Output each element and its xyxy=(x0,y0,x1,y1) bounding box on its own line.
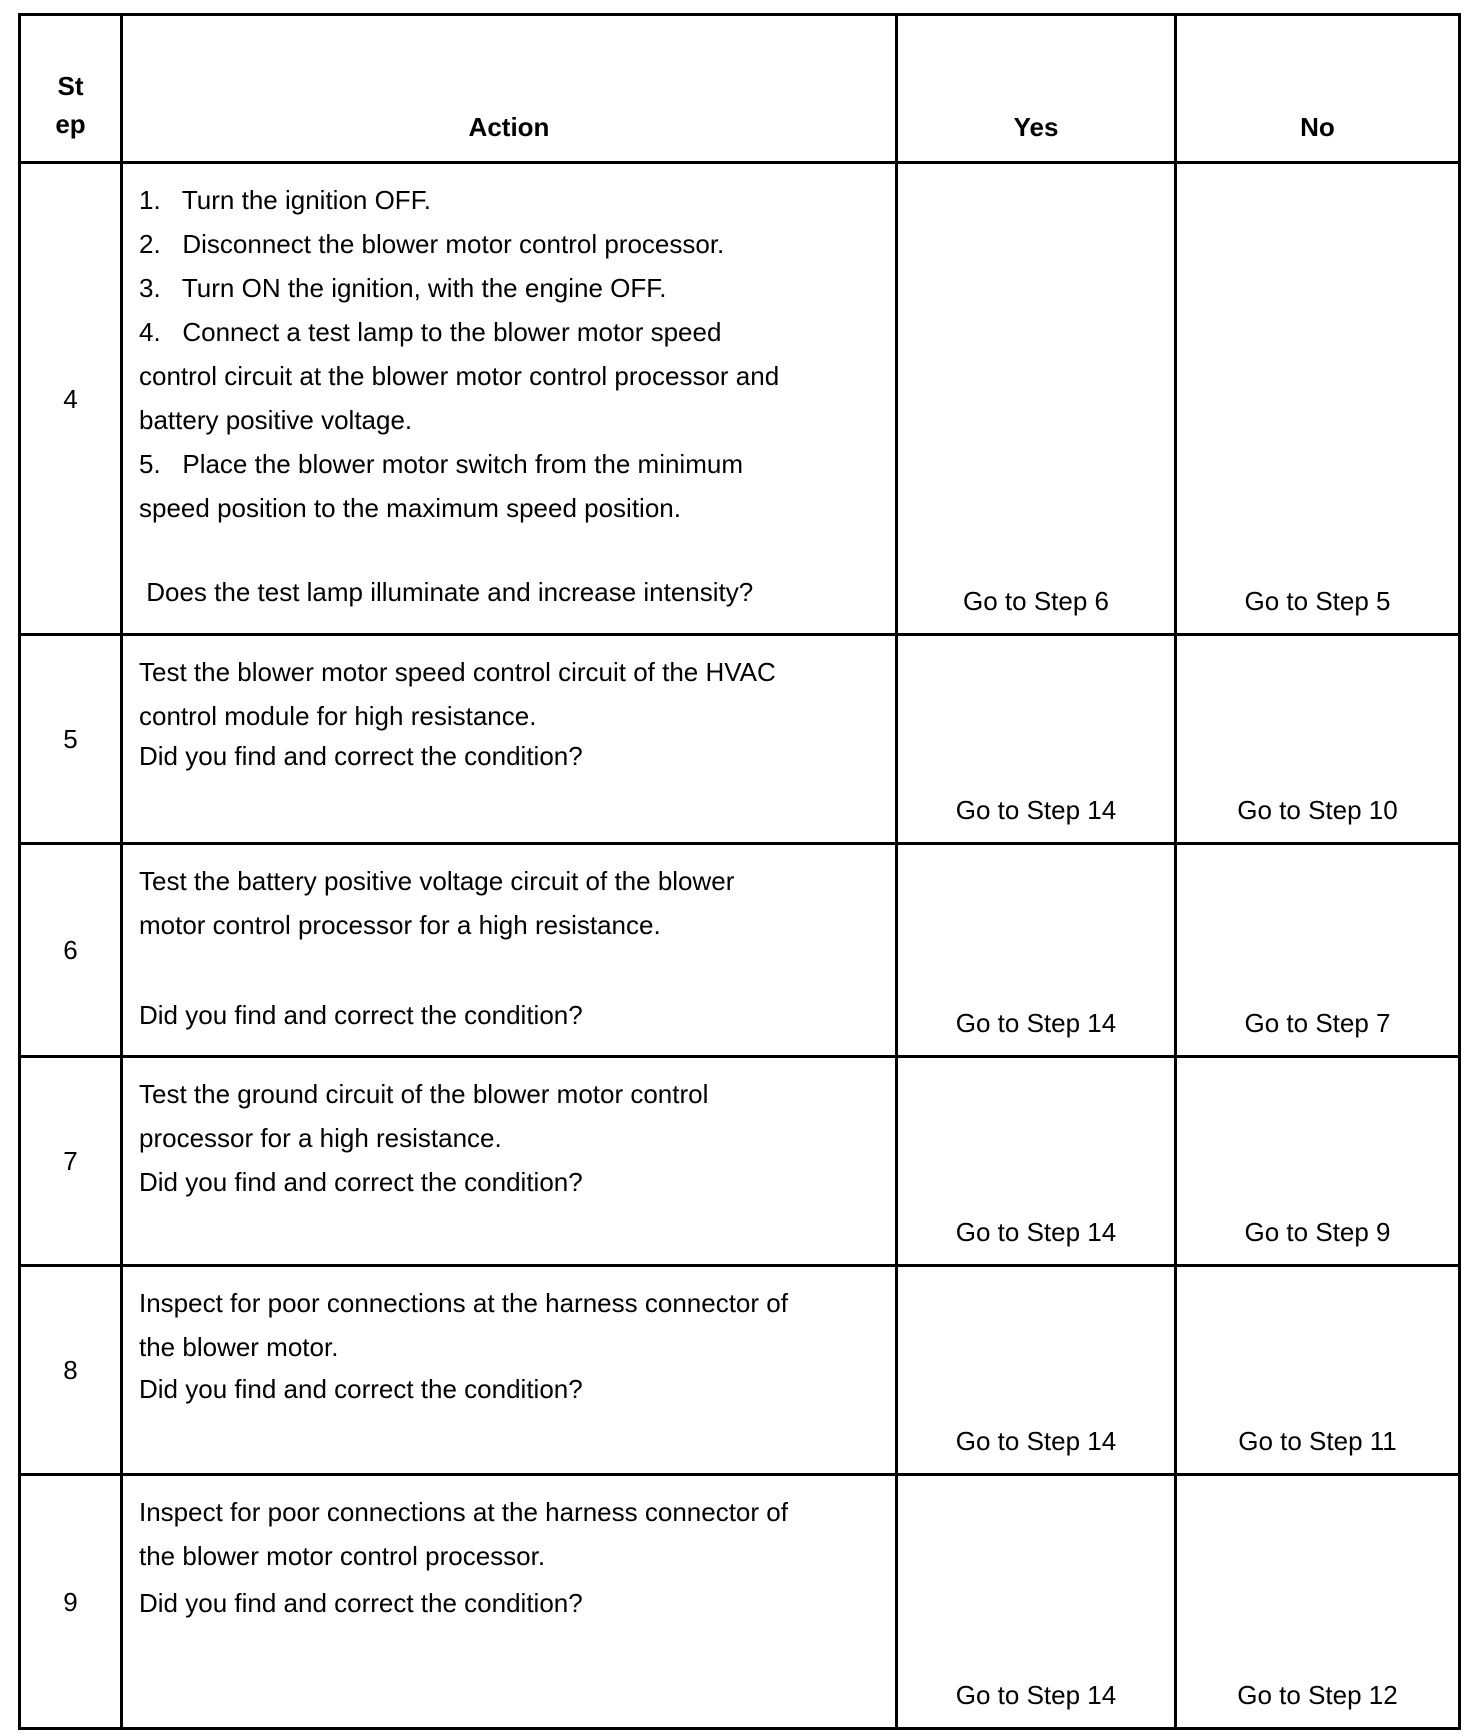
step-number: 7 xyxy=(20,1057,122,1266)
table-row-step-8 xyxy=(20,1266,1460,1475)
action-line: the blower motor. xyxy=(139,1332,339,1362)
yes-cell: Go to Step 14 xyxy=(897,844,1176,1057)
yes-cell: Go to Step 14 xyxy=(897,1266,1176,1475)
action-line: 2. Disconnect the blower motor control processor. xyxy=(139,229,725,259)
no-cell: Go to Step 12 xyxy=(1176,1475,1460,1729)
action-line: 5. Place the blower motor switch from the minimum xyxy=(139,449,743,479)
yes-cell: Go to Step 14 xyxy=(897,1057,1176,1266)
header-step-line-1: St xyxy=(57,71,84,101)
action-question: Does the test lamp illuminate and increase intensity? xyxy=(139,577,754,607)
no-cell: Go to Step 10 xyxy=(1176,635,1460,844)
header-step-line-2: ep xyxy=(55,109,86,139)
action-cell xyxy=(122,163,897,635)
table-row-step-4 xyxy=(20,163,1460,635)
action-line: 3. Turn ON the ignition, with the engine OFF. xyxy=(139,273,667,303)
action-line: Test the battery positive voltage circuit of the blower xyxy=(139,866,735,896)
action-line: the blower motor control processor. xyxy=(139,1541,546,1571)
action-cell xyxy=(122,1266,897,1475)
action-question: Did you find and correct the condition? xyxy=(139,1588,583,1618)
step-number: 5 xyxy=(20,635,122,844)
action-line: battery positive voltage. xyxy=(139,405,413,435)
header-yes: Yes xyxy=(897,15,1176,163)
action-question: Did you find and correct the condition? xyxy=(139,741,583,771)
table-row-step-7 xyxy=(20,1057,1460,1266)
no-cell: Go to Step 11 xyxy=(1176,1266,1460,1475)
header-row xyxy=(20,15,1460,163)
header-no: No xyxy=(1176,15,1460,163)
action-line: motor control processor for a high resistance. xyxy=(139,910,661,940)
header-action: Action xyxy=(122,15,897,163)
table-row-step-9 xyxy=(20,1475,1460,1729)
action-cell xyxy=(122,1057,897,1266)
header-step xyxy=(20,15,122,163)
no-cell: Go to Step 7 xyxy=(1176,844,1460,1057)
diagnostic-table xyxy=(18,13,1461,1730)
action-line: control circuit at the blower motor control processor and xyxy=(139,361,780,391)
action-line: control module for high resistance. xyxy=(139,701,537,731)
no-cell: Go to Step 5 xyxy=(1176,163,1460,635)
step-number: 9 xyxy=(20,1475,122,1729)
action-line: 4. Connect a test lamp to the blower motor speed xyxy=(139,317,722,347)
yes-cell: Go to Step 14 xyxy=(897,635,1176,844)
action-question: Did you find and correct the condition? xyxy=(139,1167,583,1197)
action-line: Inspect for poor connections at the harness connector of xyxy=(139,1288,788,1318)
step-number: 8 xyxy=(20,1266,122,1475)
action-line: Inspect for poor connections at the harness connector of xyxy=(139,1497,788,1527)
step-number: 6 xyxy=(20,844,122,1057)
action-question: Did you find and correct the condition? xyxy=(139,1000,583,1030)
action-cell xyxy=(122,635,897,844)
action-cell xyxy=(122,1475,897,1729)
yes-cell: Go to Step 6 xyxy=(897,163,1176,635)
action-question: Did you find and correct the condition? xyxy=(139,1374,583,1404)
action-line: Test the blower motor speed control circuit of the HVAC xyxy=(139,657,776,687)
yes-cell: Go to Step 14 xyxy=(897,1475,1176,1729)
table-row-step-5 xyxy=(20,635,1460,844)
step-number: 4 xyxy=(20,163,122,635)
no-cell: Go to Step 9 xyxy=(1176,1057,1460,1266)
table-row-step-6 xyxy=(20,844,1460,1057)
action-line: speed position to the maximum speed position. xyxy=(139,493,681,523)
action-cell xyxy=(122,844,897,1057)
action-line: 1. Turn the ignition OFF. xyxy=(139,185,431,215)
action-line: processor for a high resistance. xyxy=(139,1123,502,1153)
action-line: Test the ground circuit of the blower motor control xyxy=(139,1079,709,1109)
